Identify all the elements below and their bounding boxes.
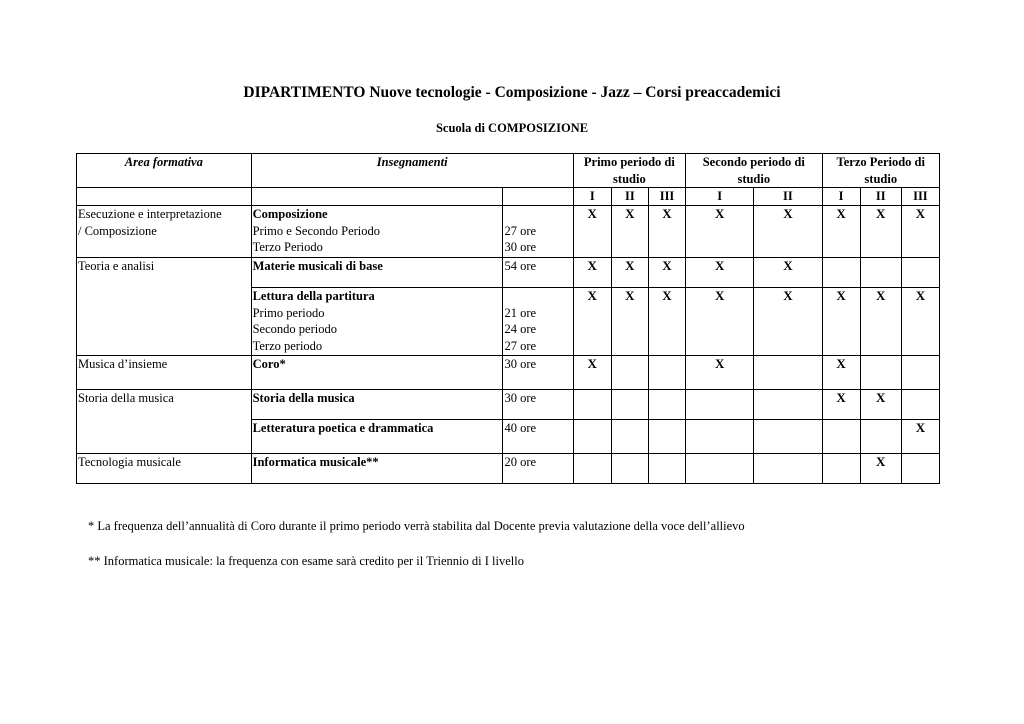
mark-cell xyxy=(754,390,822,420)
mark-cell xyxy=(611,420,648,454)
header-terzo-periodo: Terzo Periodo di studio xyxy=(822,154,939,188)
hours-value: 54 ore xyxy=(504,259,537,273)
curriculum-table xyxy=(76,153,940,484)
subject-cell xyxy=(251,390,503,420)
mark-cell xyxy=(822,258,860,288)
table-row xyxy=(77,258,940,288)
mark-cell: X xyxy=(822,288,860,356)
subject-subline: Terzo Periodo xyxy=(252,240,323,254)
subject-subline: Secondo periodo xyxy=(252,322,337,336)
mark-cell: X xyxy=(860,390,901,420)
header-blank xyxy=(251,188,503,206)
mark-cell: X xyxy=(648,288,685,356)
mark-cell xyxy=(901,454,939,484)
header-insegnamenti: Insegnamenti xyxy=(251,154,573,188)
mark-cell: X xyxy=(822,356,860,390)
mark-cell: X xyxy=(860,454,901,484)
mark-cell xyxy=(648,390,685,420)
hours-value: 40 ore xyxy=(504,421,537,435)
mark-cell: X xyxy=(901,206,939,258)
mark-cell xyxy=(648,356,685,390)
area-cell xyxy=(77,454,252,484)
mark-cell: X xyxy=(754,288,822,356)
mark-cell: X xyxy=(686,356,754,390)
hours-cell xyxy=(503,390,573,420)
subject-title: Lettura della partitura xyxy=(252,289,375,303)
hours-value xyxy=(504,288,571,305)
hours-value: 30 ore xyxy=(504,391,537,405)
header-year: III xyxy=(648,188,685,206)
footnote-informatica: ** Informatica musicale: la frequenza con esame sarà credito per il Triennio di I livello xyxy=(88,554,524,568)
hours-value: 30 ore xyxy=(504,357,537,371)
subject-cell xyxy=(251,288,503,356)
page-title: DIPARTIMENTO Nuove tecnologie - Composizione - Jazz – Corsi preaccademici xyxy=(243,84,781,101)
subject-title: Composizione xyxy=(252,207,328,221)
hours-cell xyxy=(503,288,573,356)
table-row xyxy=(77,206,940,258)
footnote-coro: * La frequenza dell’annualità di Coro durante il primo periodo verrà stabilita dal Docente previa valutazione della voce dell’allievo xyxy=(88,519,745,533)
table-row xyxy=(77,356,940,390)
subject-cell xyxy=(251,420,503,454)
hours-value: 24 ore xyxy=(504,322,537,336)
mark-cell: X xyxy=(648,258,685,288)
mark-cell: X xyxy=(611,258,648,288)
mark-cell xyxy=(648,420,685,454)
mark-cell xyxy=(754,420,822,454)
header-year: II xyxy=(611,188,648,206)
mark-cell: X xyxy=(686,288,754,356)
area-cell xyxy=(77,356,252,390)
mark-cell: X xyxy=(754,206,822,258)
mark-cell: X xyxy=(860,288,901,356)
header-primo-periodo: Primo periodo di studio xyxy=(573,154,685,188)
subject-cell xyxy=(251,206,503,258)
header-year: I xyxy=(822,188,860,206)
mark-cell xyxy=(573,454,611,484)
subject-cell xyxy=(251,454,503,484)
area-cell xyxy=(77,390,252,454)
mark-cell: X xyxy=(611,288,648,356)
subject-title: Coro* xyxy=(252,357,286,371)
table-row xyxy=(77,454,940,484)
hours-value: 21 ore xyxy=(504,305,537,320)
header-year: II xyxy=(860,188,901,206)
hours-value: 27 ore xyxy=(504,338,537,353)
mark-cell xyxy=(822,454,860,484)
mark-cell xyxy=(686,390,754,420)
mark-cell: X xyxy=(573,206,611,258)
header-blank xyxy=(77,188,252,206)
header-year: III xyxy=(901,188,939,206)
subject-title: Letteratura poetica e drammatica xyxy=(252,421,434,435)
hours-value: 20 ore xyxy=(504,455,537,469)
mark-cell xyxy=(901,356,939,390)
subject-cell xyxy=(251,258,503,288)
mark-cell: X xyxy=(901,288,939,356)
header-blank xyxy=(503,188,573,206)
area-label: Tecnologia musicale xyxy=(78,455,181,469)
mark-cell: X xyxy=(573,356,611,390)
mark-cell xyxy=(901,390,939,420)
mark-cell: X xyxy=(686,258,754,288)
area-label: / Composizione xyxy=(78,223,157,238)
hours-value: 27 ore xyxy=(504,223,537,238)
mark-cell: X xyxy=(573,288,611,356)
mark-cell: X xyxy=(754,258,822,288)
hours-cell xyxy=(503,356,573,390)
mark-cell xyxy=(611,454,648,484)
mark-cell xyxy=(860,420,901,454)
mark-cell: X xyxy=(822,390,860,420)
area-label: Esecuzione e interpretazione xyxy=(78,207,222,221)
mark-cell xyxy=(573,420,611,454)
header-area: Area formativa xyxy=(77,154,252,188)
area-label: Musica d’insieme xyxy=(78,357,168,371)
subject-subline: Primo e Secondo Periodo xyxy=(252,223,381,238)
mark-cell xyxy=(686,420,754,454)
subject-subline: Primo periodo xyxy=(252,305,325,320)
mark-cell xyxy=(648,454,685,484)
subject-subline: Terzo periodo xyxy=(252,338,323,353)
mark-cell xyxy=(611,356,648,390)
subject-title: Materie musicali di base xyxy=(252,259,383,273)
area-label: Teoria e analisi xyxy=(78,259,155,273)
header-year: I xyxy=(573,188,611,206)
mark-cell xyxy=(822,420,860,454)
subject-cell xyxy=(251,356,503,390)
mark-cell: X xyxy=(901,420,939,454)
mark-cell xyxy=(686,454,754,484)
table-body xyxy=(77,206,940,484)
table-row xyxy=(77,390,940,420)
mark-cell xyxy=(754,356,822,390)
mark-cell xyxy=(901,258,939,288)
mark-cell: X xyxy=(686,206,754,258)
subject-title: Informatica musicale** xyxy=(252,455,379,469)
subject-title: Storia della musica xyxy=(252,391,355,405)
hours-value: 30 ore xyxy=(504,240,537,254)
hours-cell xyxy=(503,206,573,258)
hours-cell xyxy=(503,258,573,288)
header-year: I xyxy=(686,188,754,206)
hours-value xyxy=(504,206,571,223)
mark-cell xyxy=(860,258,901,288)
mark-cell: X xyxy=(611,206,648,258)
area-cell xyxy=(77,258,252,356)
mark-cell: X xyxy=(648,206,685,258)
mark-cell: X xyxy=(860,206,901,258)
mark-cell xyxy=(573,390,611,420)
area-label: Storia della musica xyxy=(78,391,174,405)
mark-cell: X xyxy=(822,206,860,258)
area-cell xyxy=(77,206,252,258)
hours-cell xyxy=(503,454,573,484)
mark-cell: X xyxy=(573,258,611,288)
mark-cell xyxy=(754,454,822,484)
mark-cell xyxy=(611,390,648,420)
mark-cell xyxy=(860,356,901,390)
header-year: II xyxy=(754,188,822,206)
header-secondo-periodo: Secondo periodo di studio xyxy=(686,154,822,188)
page-subtitle: Scuola di COMPOSIZIONE xyxy=(435,121,589,135)
hours-cell xyxy=(503,420,573,454)
